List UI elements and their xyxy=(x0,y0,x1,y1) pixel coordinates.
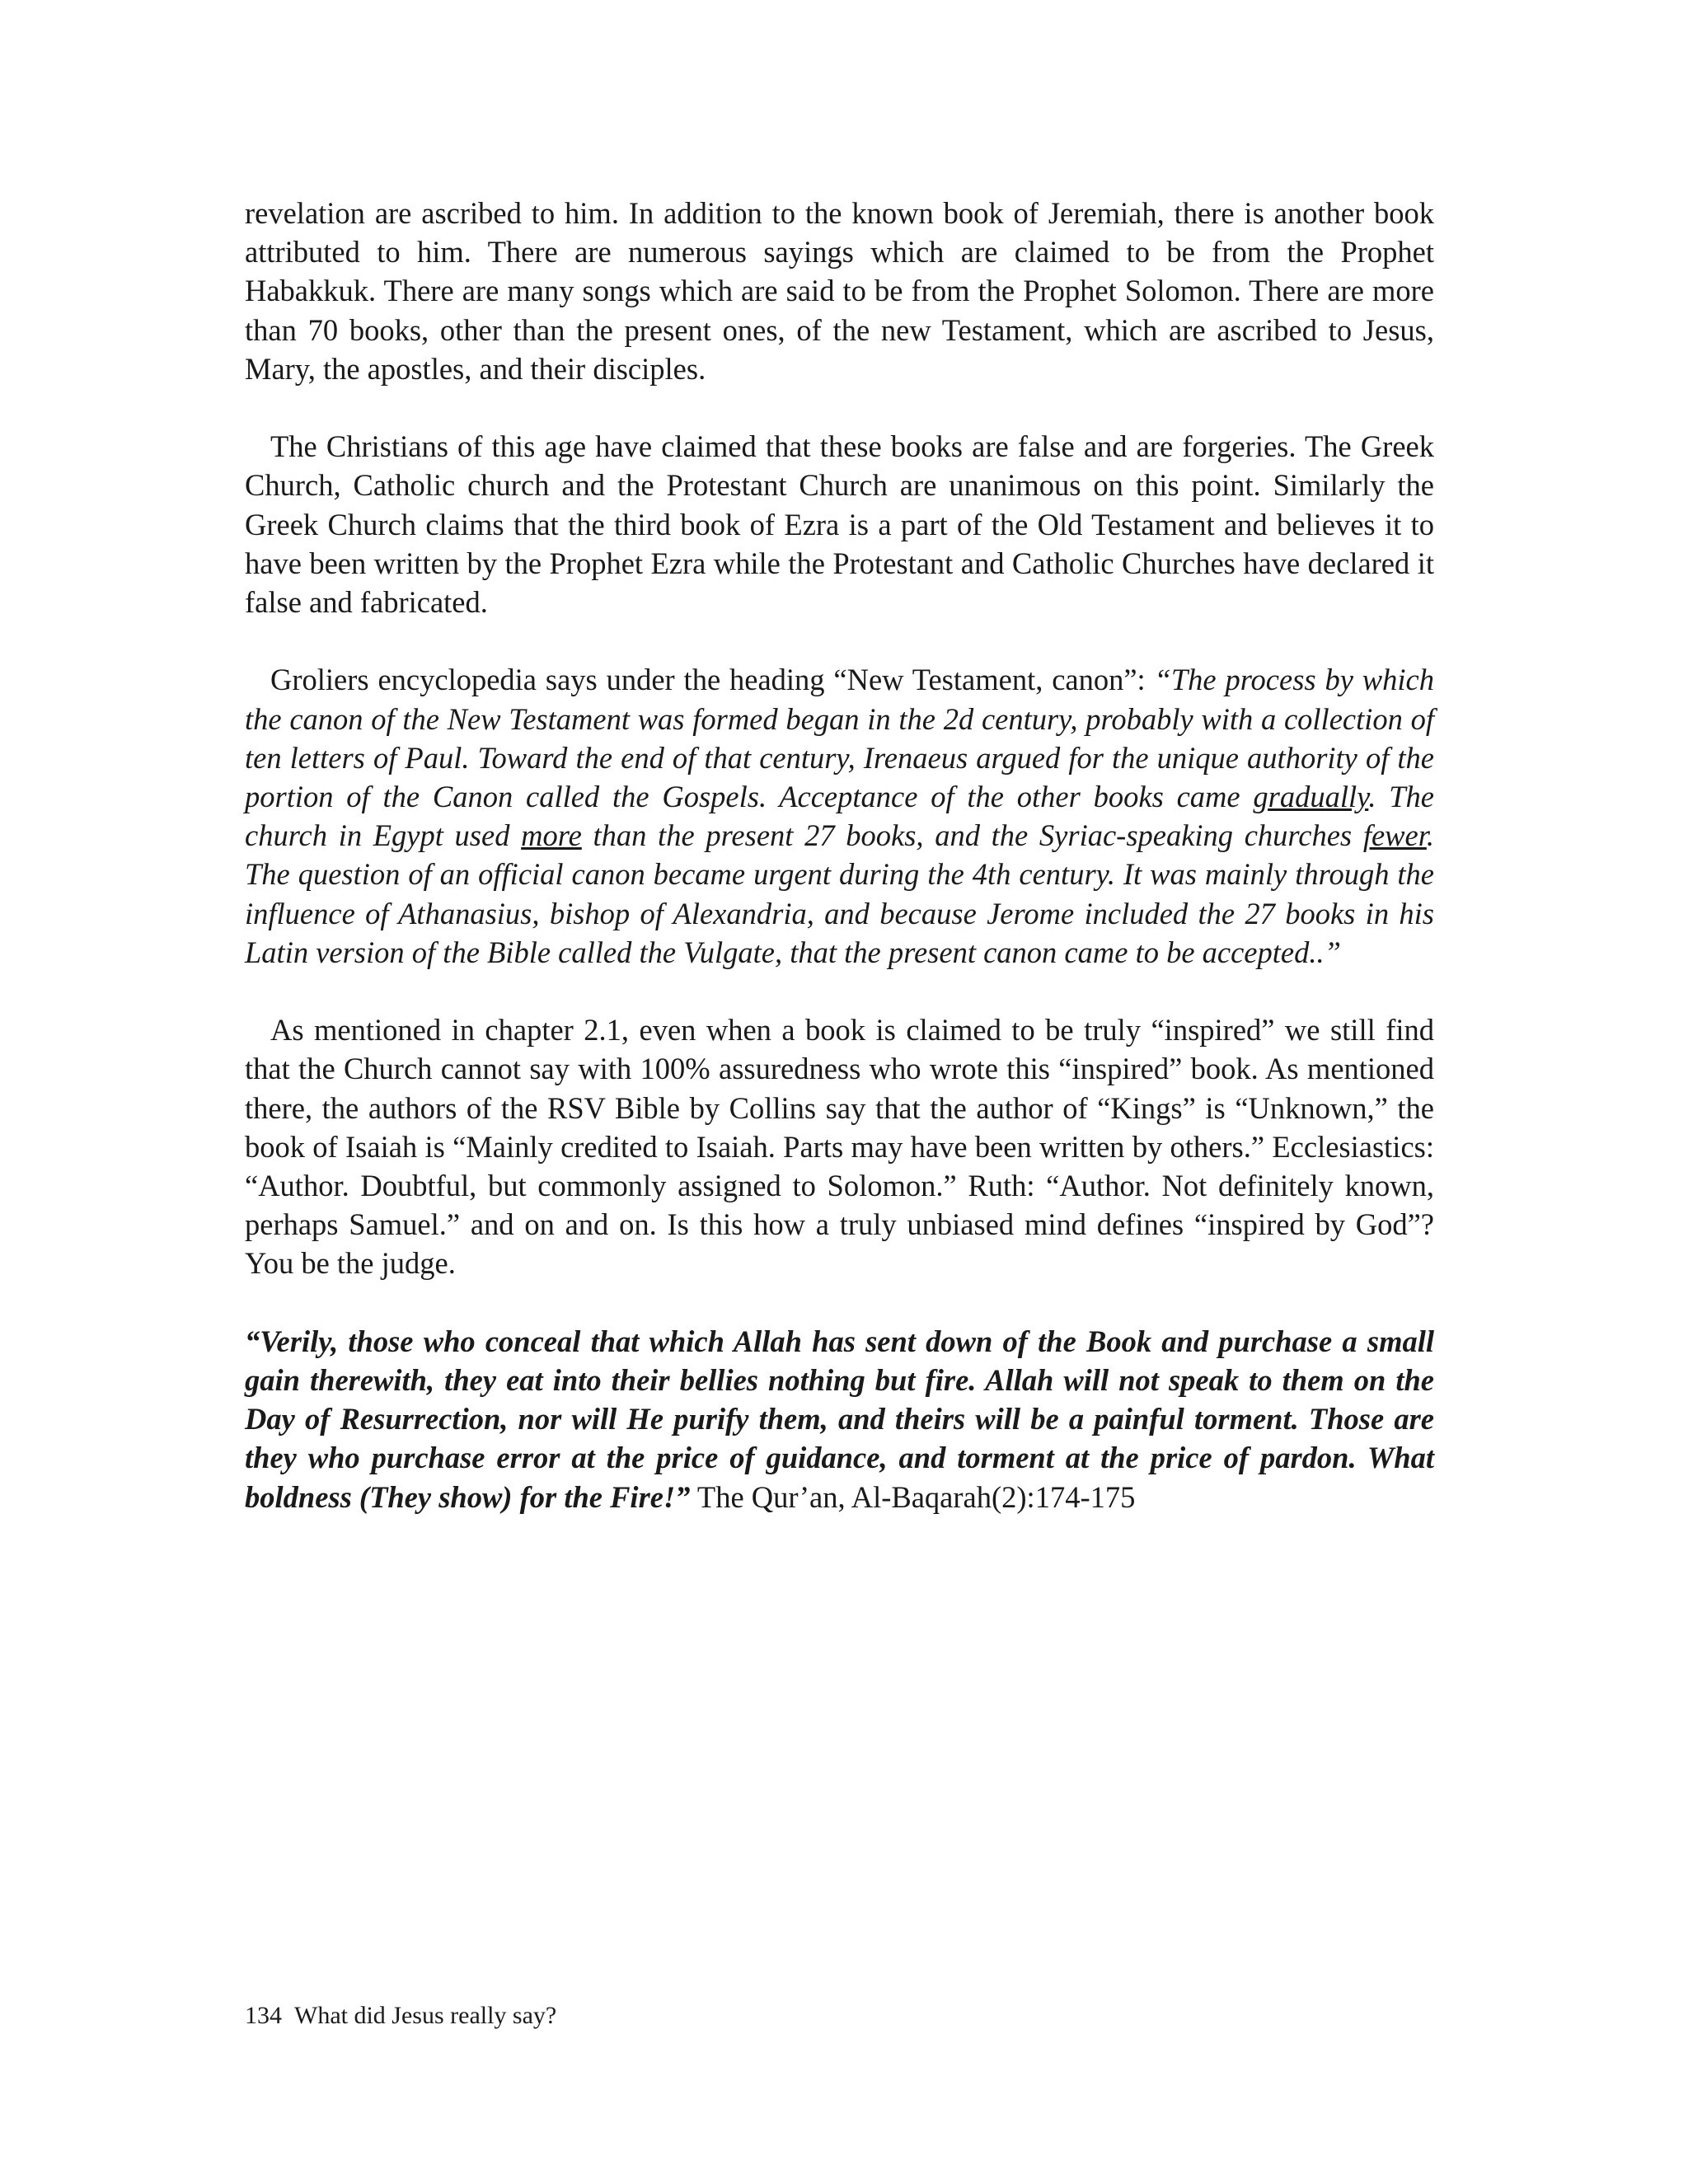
underlined-fewer: fewer xyxy=(1362,818,1427,853)
groliers-quote-part-3: than the present 27 books, and the Syriac-speaking churches xyxy=(581,818,1363,853)
body-text xyxy=(245,194,1434,1555)
groliers-quote-part-2: . The church in Egypt used xyxy=(245,780,1434,853)
groliers-intro: Groliers encyclopedia says under the heading “New Testament, canon”: xyxy=(270,663,1155,697)
page-footer xyxy=(245,2001,556,2031)
groliers-quote-part-1: “The process by which the canon of the New Testament was formed began in the 2d century, probably with a collection of ten letters of Paul. Toward the end of that century, Irenaeus argued for the unique authority of the portion of the Canon called the Gospels. Acceptance of the other books came xyxy=(245,663,1434,814)
groliers-quote-part-4: . The question of an official canon became urgent during the 4th century. It was mainly through the influence of Athanasius, bishop of Alexandria, and because Jerome included the 27 books in his Latin version of the Bible called the Vulgate, that the present canon came to be accepted..” xyxy=(245,818,1434,969)
quran-citation: The Qur’an, Al-Baqarah(2):174-175 xyxy=(690,1479,1136,1514)
quran-verse-text: “Verily, those who conceal that which Allah has sent down of the Book and purchase a small gain therewith, they eat into their bellies nothing but fire. Allah will not speak to them on the Day of Resurrection, nor will He purify them, and theirs will be a painful torment. Those are they who purchase error at the price of guidance, and torment at the price of pardon. What boldness (They show) for the Fire!” xyxy=(245,1324,1434,1514)
paragraph-christians-forgeries: The Christians of this age have claimed that these books are false and are forgeries. The Greek Church, Catholic church and the Protestant Church are unanimous on this point. Similarly the Greek Church claims that the third book of Ezra is a part of the Old Testament and believes it to have been written by the Prophet Ezra while the Protestant and Catholic Churches have declared it false and fabricated. xyxy=(245,429,1434,620)
running-title: What did Jesus really say? xyxy=(294,2002,557,2029)
paragraph-rsv-authors: As mentioned in chapter 2.1, even when a book is claimed to be truly “inspired” we still find that the Church cannot say with 100% assuredness who wrote this “inspired” book. As mentioned there, the authors of the RSV Bible by Collins say that the author of “Kings” is “Unknown,” the book of Isaiah is “Mainly credited to Isaiah. Parts may have been written by others.” Ecclesiastics: “Author. Doubtful, but commonly assigned to Solomon.” Ruth: “Author. Not definitely known, perhaps Samuel.” and on and on. Is this how a truly unbiased mind defines “inspired by God”? You be the judge. xyxy=(245,1013,1434,1281)
underlined-more: more xyxy=(521,818,582,853)
paragraph-groliers-quote xyxy=(245,660,1434,972)
underlined-gradually: gradually xyxy=(1253,780,1369,814)
page-number: 134 xyxy=(245,2002,282,2029)
paragraph-quran-verse xyxy=(245,1322,1434,1516)
groliers-quote xyxy=(245,663,1434,968)
paragraph-continuation: revelation are ascribed to him. In addition to the known book of Jeremiah, there is another book attributed to him. There are numerous sayings which are claimed to be from the Prophet Habakkuk. There are many songs which are said to be from the Prophet Solomon. There are more than 70 books, other than the present ones, of the new Testament, which are ascribed to Jesus, Mary, the apostles, and their disciples. xyxy=(245,196,1434,386)
